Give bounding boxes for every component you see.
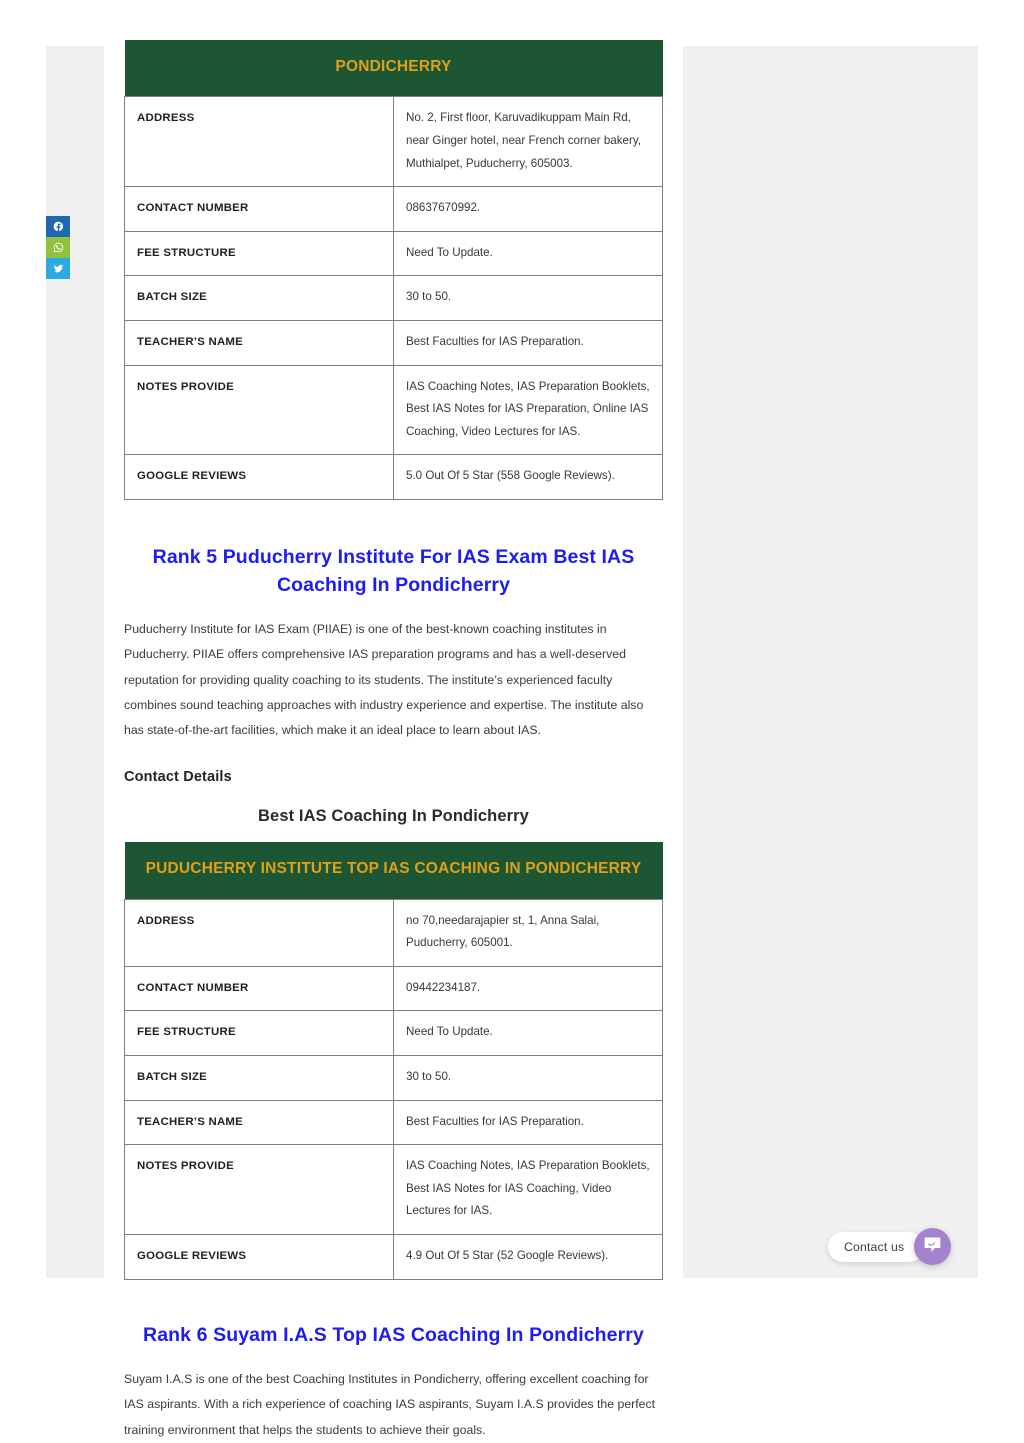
table-row	[125, 1011, 663, 1056]
row-value: No. 2, First floor, Karuvadikuppam Main Rd, near Ginger hotel, near French corner bakery, Muthialpet, Puducherry, 605003.	[394, 97, 663, 187]
rank6-paragraph: Suyam I.A.S is one of the best Coaching Institutes in Pondicherry, offering excellent coaching for IAS aspirants. With a rich experience of coaching IAS aspirants, Suyam I.A.S provides the perfect training environment that helps the students to achieve their goals.	[124, 1372, 656, 1437]
row-label: CONTACT NUMBER	[125, 966, 394, 1011]
row-value: Need To Update.	[394, 231, 663, 276]
puducherry-institute-info-table	[124, 842, 663, 1279]
chat-bubble-icon	[922, 1234, 943, 1260]
row-label: CONTACT NUMBER	[125, 187, 394, 232]
row-label: FEE STRUCTURE	[125, 231, 394, 276]
row-value: 30 to 50.	[394, 276, 663, 321]
table-row	[125, 1055, 663, 1100]
chat-open-button[interactable]	[914, 1228, 951, 1265]
table-row	[125, 320, 663, 365]
article-content	[104, 0, 683, 1443]
table-row	[125, 231, 663, 276]
row-label: ADDRESS	[125, 899, 394, 966]
row-label: FEE STRUCTURE	[125, 1011, 394, 1056]
row-label: NOTES PROVIDE	[125, 1145, 394, 1235]
table-row	[125, 1100, 663, 1145]
row-label: GOOGLE REVIEWS	[125, 455, 394, 500]
table-row	[125, 97, 663, 187]
row-value: 30 to 50.	[394, 1055, 663, 1100]
row-label: NOTES PROVIDE	[125, 365, 394, 455]
table-row	[125, 1145, 663, 1235]
row-value: Best Faculties for IAS Preparation.	[394, 1100, 663, 1145]
row-value: 4.9 Out Of 5 Star (52 Google Reviews).	[394, 1234, 663, 1279]
share-facebook-button[interactable]	[46, 216, 70, 237]
table-row	[125, 966, 663, 1011]
whatsapp-icon	[53, 242, 64, 253]
table-row	[125, 187, 663, 232]
table-row	[125, 455, 663, 500]
row-label: ADDRESS	[125, 97, 394, 187]
background-panel-right	[683, 46, 978, 1278]
chat-widget[interactable]	[828, 1228, 951, 1265]
contact-details-label: Contact Details	[124, 769, 232, 786]
rank5-paragraph: Puducherry Institute for IAS Exam (PIIAE) is one of the best-known coaching institutes in Puducherry. PIIAE offers comprehensive IAS preparation programs and has a well-deserved reputation for providing quality coaching to its students. The institute’s experienced faculty combines sound teaching approaches with industry experience and expertise. The institute also has state-of-the-art facilities, which make it an ideal place to learn about IAS.	[124, 622, 644, 738]
row-value: 09442234187.	[394, 966, 663, 1011]
table-header-title: PUDUCHERRY INSTITUTE TOP IAS COACHING IN PONDICHERRY	[125, 842, 663, 899]
twitter-icon	[53, 263, 64, 274]
table-row	[125, 276, 663, 321]
row-value: Best Faculties for IAS Preparation.	[394, 320, 663, 365]
table-caption: Best IAS Coaching In Pondicherry	[258, 807, 529, 826]
social-share-rail	[46, 216, 70, 279]
row-label: GOOGLE REVIEWS	[125, 1234, 394, 1279]
row-value: Need To Update.	[394, 1011, 663, 1056]
rank5-heading: Rank 5 Puducherry Institute For IAS Exam Best IAS Coaching In Pondicherry	[152, 545, 635, 596]
table-row	[125, 1234, 663, 1279]
row-value: 5.0 Out Of 5 Star (558 Google Reviews).	[394, 455, 663, 500]
table-header-row	[125, 40, 663, 97]
row-value: no 70,needarajapier st, 1, Anna Salai, Puducherry, 605001.	[394, 899, 663, 966]
table-header-row	[125, 842, 663, 899]
share-whatsapp-button[interactable]	[46, 237, 70, 258]
row-label: TEACHER’S NAME	[125, 1100, 394, 1145]
row-value: 08637670992.	[394, 187, 663, 232]
row-label: BATCH SIZE	[125, 276, 394, 321]
row-label: TEACHER’S NAME	[125, 320, 394, 365]
row-value: IAS Coaching Notes, IAS Preparation Booklets, Best IAS Notes for IAS Preparation, Online IAS Coaching, Video Lectures for IAS.	[394, 365, 663, 455]
rank6-heading: Rank 6 Suyam I.A.S Top IAS Coaching In Pondicherry	[143, 1323, 644, 1346]
pondicherry-info-table	[124, 40, 663, 500]
row-value: IAS Coaching Notes, IAS Preparation Booklets, Best IAS Notes for IAS Coaching, Video Lectures for IAS.	[394, 1145, 663, 1235]
chat-widget-label[interactable]: Contact us	[828, 1232, 924, 1262]
table-row	[125, 899, 663, 966]
table-header-title: PONDICHERRY	[125, 40, 663, 97]
share-twitter-button[interactable]	[46, 258, 70, 279]
facebook-icon	[53, 221, 64, 232]
row-label: BATCH SIZE	[125, 1055, 394, 1100]
table-row	[125, 365, 663, 455]
